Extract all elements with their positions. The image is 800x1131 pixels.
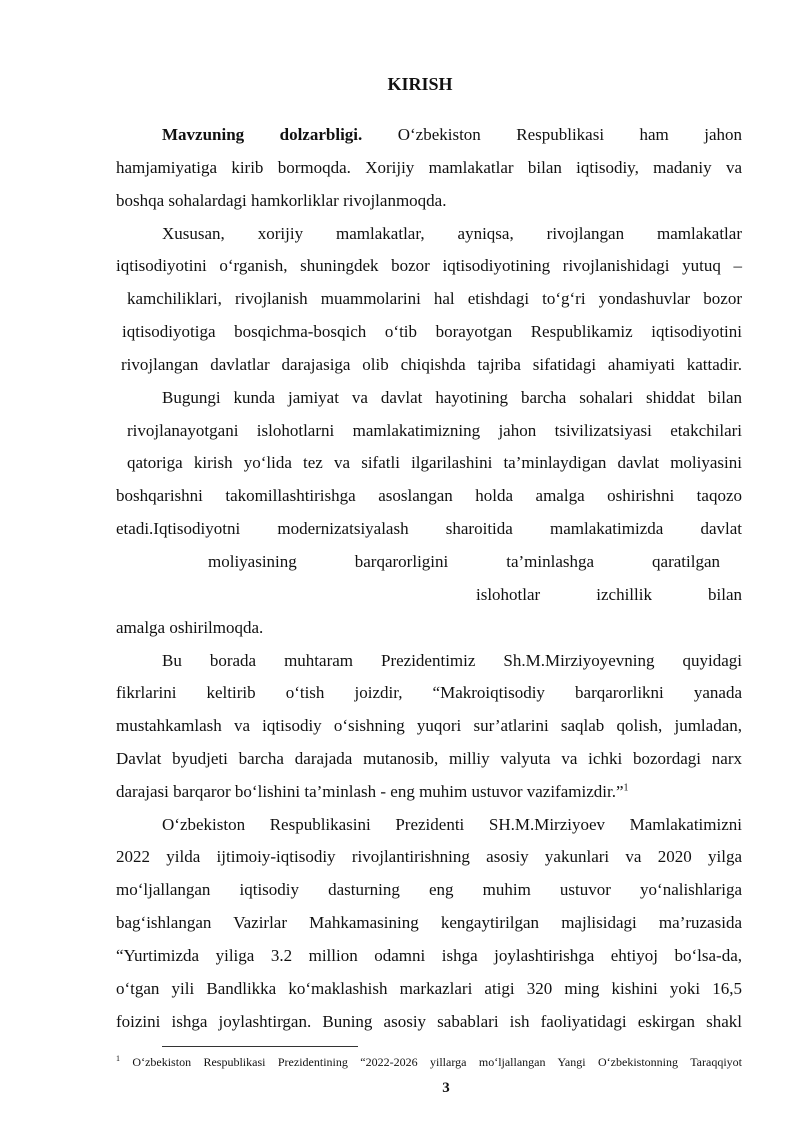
text-line-20: Davlat byudjeti barcha darajada mutanosib, milliy valyuta va ichki bozordagi narx (116, 749, 742, 768)
text-line-15: islohotlar izchillik bilan (476, 585, 742, 604)
footnote: $^1$ O‘zbekiston Respublikasi Prezidentining “2022-2026 yillarga mo‘ljallangan Yangi O‘zbekistonning Taraqqiyot (116, 1054, 742, 1069)
footnote-marker: 1 (116, 1054, 120, 1063)
text-line-7: iqtisodiyotiga bosqichma-bosqich o‘tib borayotgan Respublikamiz iqtisodiyotini (122, 322, 742, 341)
text-line-28: foizini ishga joylashtirgan. Buning asosiy sabablari ish faoliyatidagi eskirgan shakl (116, 1012, 742, 1031)
page-number: 3 (442, 1080, 450, 1096)
text-line-11: qatoriga kirish yo‘lida tez va sifatli ilgarilashini ta’minlaydigan davlat moliyasini (127, 453, 742, 472)
text-line-14: moliyasining barqarorligini ta’minlashga qaratilgan (208, 552, 720, 571)
text-line-19: mustahkamlash va iqtisodiy o‘sishning yuqori sur’atlarini saqlab qolish, jumladan, (116, 716, 742, 735)
footnote-ref: 1 (623, 782, 629, 794)
text-line-3: boshqa sohalardagi hamkorliklar rivojlanmoqda. (116, 191, 447, 210)
text-line-10: rivojlanayotgani islohotlarni mamlakatimizning jahon tsivilizatsiyasi etakchilari (127, 421, 742, 440)
text-line-13: etadi.Iqtisodiyotni modernizatsiyalash sharoitida mamlakatimizda davlat (116, 519, 742, 538)
text-line-2: hamjamiyatiga kirib bormoqda. Xorijiy mamlakatlar bilan iqtisodiy, madaniy va (116, 158, 742, 177)
text-line-25: bag‘ishlangan Vazirlar Mahkamasining kengaytirilgan majlisidagi ma’ruzasida (116, 913, 742, 932)
text-line-12: boshqarishni takomillashtirishga asoslangan holda amalga oshirishni taqozo (116, 486, 742, 505)
footnote-divider (162, 1046, 358, 1047)
text-line-6: kamchiliklari, rivojlanish muammolarini hal etishdagi to‘g‘ri yondashuvlar bozor (127, 289, 742, 308)
text-line-27: o‘tgan yili Bandlikka ko‘maklashish markazlari atigi 320 ming kishini yoki 16,5 (116, 979, 742, 998)
text-line-24: mo‘ljallangan iqtisodiy dasturning eng muhim ustuvor yo‘nalishlariga (116, 880, 742, 899)
text-line-4: Xususan, xorijiy mamlakatlar, ayniqsa, rivojlangan mamlakatlar (162, 224, 742, 243)
text-line-5: iqtisodiyotini o‘rganish, shuningdek bozor iqtisodiyotining rivojlanishidagi yutuq – (116, 256, 742, 275)
text-line-17: Bu borada muhtaram Prezidentimiz Sh.M.Mirziyoyevning quyidagi (162, 651, 742, 670)
text-line-23: 2022 yilda ijtimoiy-iqtisodiy rivojlantirishning asosiy yakunlari va 2020 yilga (116, 847, 742, 866)
text-line-9: Bugungi kunda jamiyat va davlat hayotining barcha sohalari shiddat bilan (162, 388, 742, 407)
text-line-16: amalga oshirilmoqda. (116, 618, 264, 637)
text-line-1: Mavzuning dolzarbligi. O‘zbekiston Respublikasi ham jahon (162, 125, 742, 144)
text-line-18: fikrlarini keltirib o‘tish joizdir, “Makroiqtisodiy barqarorlikni yanada (116, 683, 742, 702)
text-line-22: O‘zbekiston Respublikasini Prezidenti SH.M.Mirziyoev Mamlakatimizni (162, 815, 742, 834)
text-line-26: “Yurtimizda yiliga 3.2 million odamni ishga joylashtirishga ehtiyoj bo‘lsa-da, (116, 946, 742, 965)
text-line-8: rivojlangan davlatlar darajasiga olib chiqishda tajriba sifatidagi ahamiyati kattadir. (121, 355, 742, 374)
text-line-21: darajasi barqaror bo‘lishini ta’minlash - eng muhim ustuvor vazifamizdir.”$^1$ (116, 782, 629, 801)
page-title: KIRISH (387, 74, 453, 94)
lead-phrase: Mavzuning dolzarbligi. (162, 125, 363, 144)
